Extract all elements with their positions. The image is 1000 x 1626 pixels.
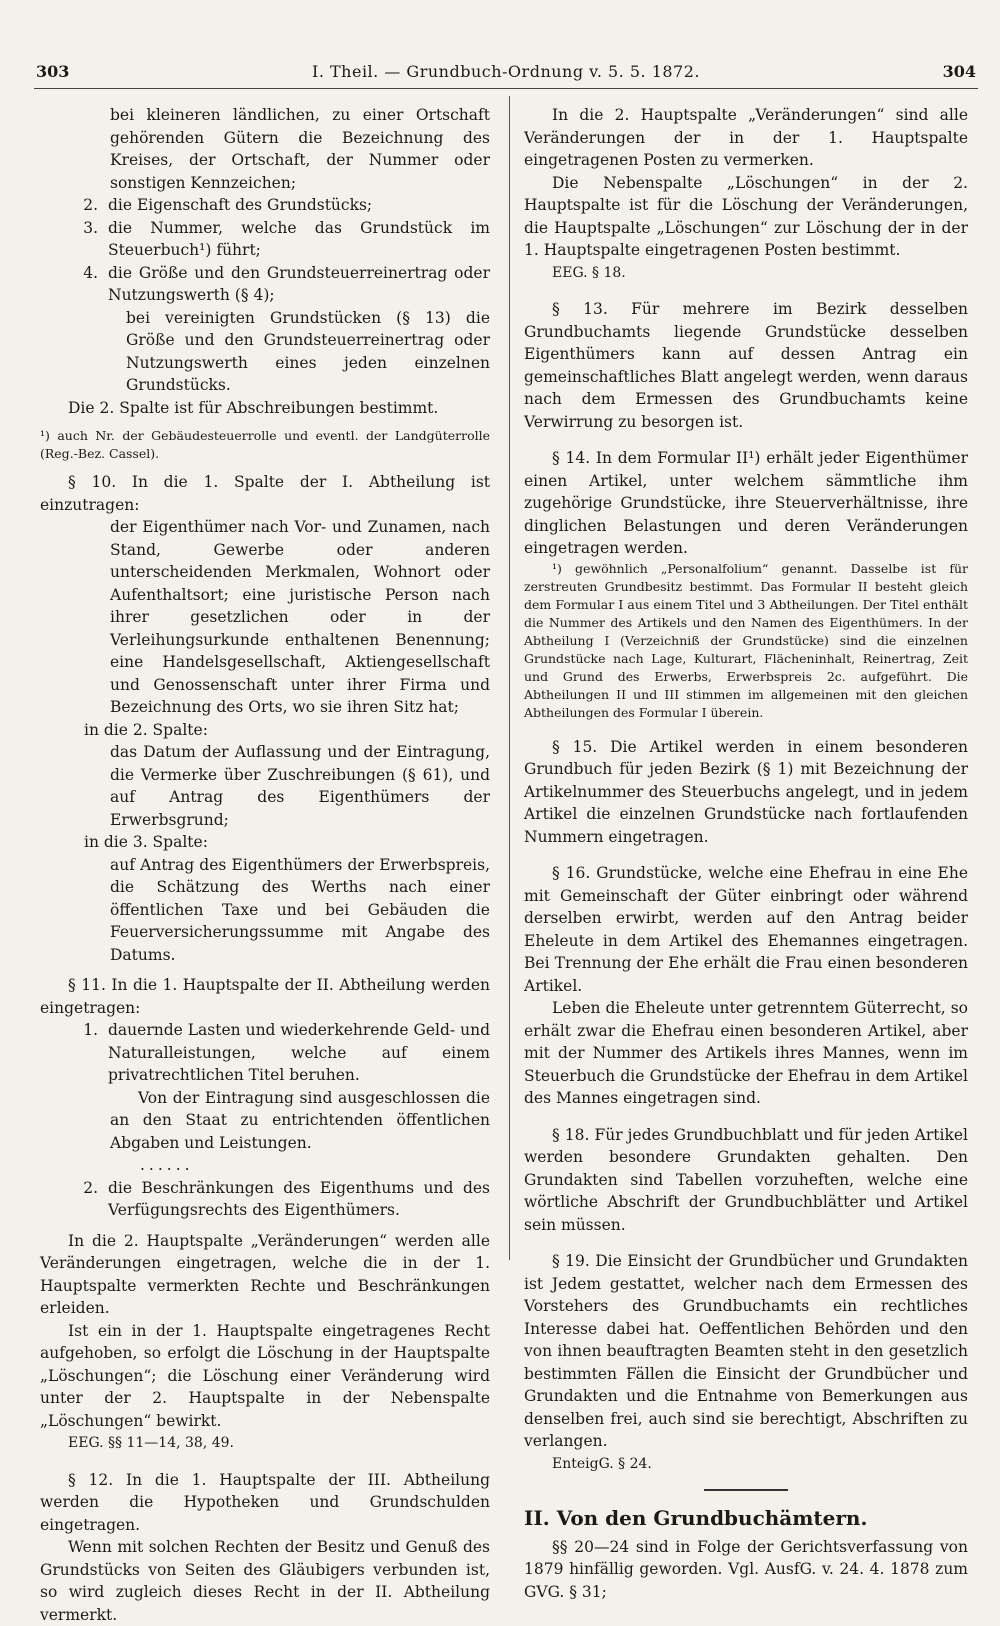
list-item-text: die Eigenschaft des Grundstücks; (108, 196, 373, 214)
paragraph: Die Nebenspalte „Löschungen“ in der 2. Hauptspalte ist für die Löschung der Veränderungen, die Hauptspalte „Löschungen“ zur Löschung der in der 1. Hauptspalte eingetragenen Posten bestimmt. (524, 173, 968, 259)
section-16: § 16. Grundstücke, welche eine Ehefrau in eine Ehe mit Gemeinschaft der Güter einbringt oder während derselben erwirbt, werden auf den Antrag beider Eheleute in dem Artikel des Ehemannes eingetragen. Bei Trennung der Ehe erhält die Frau einen besonderen Artikel. (524, 864, 968, 995)
section-14: § 14. In dem Formular II¹) erhält jeder Eigenthümer einen Artikel, unter welchem sämmtliche ihm zugehörige Grundstücke, ihre Steuerverhältnisse, ihre dinglichen Belastungen und deren Veränderungen eingetragen werden. (524, 449, 968, 557)
list-item-3 (40, 217, 490, 262)
list-item-number: 4. (83, 263, 98, 282)
list-item-text: die Größe und den Grundsteuerreinertrag oder Nutzungswerth (§ 4); (108, 263, 490, 304)
list-item-2 (40, 194, 490, 217)
list-item-1-continuation: bei kleineren ländlichen, zu einer Ortschaft gehörenden Gütern die Bezeichnung des Kreises, der Ortschaft, der Nummer oder sonstigen Kennzeichen; (110, 106, 490, 192)
paragraph: §§ 20—24 sind in Folge der Gerichtsverfassung von 1879 hinfällig geworden. Vgl. AusfG. v. 24. 4. 1878 zum GVG. § 31; (524, 1537, 968, 1601)
column-divider (509, 96, 510, 1260)
paragraph: Ist ein in der 1. Hauptspalte eingetragenes Recht aufgehoben, so erfolgt die Löschung in der Hauptspalte „Löschungen“; die Löschung einer Veränderung wird unter der 2. Hauptspalte in der Nebenspalte „Löschungen“ bewirkt. (40, 1321, 490, 1430)
section-divider (704, 1489, 788, 1491)
list-item-number: 2. (83, 196, 98, 214)
list-item-number: 3. (83, 218, 98, 237)
paragraph: Leben die Eheleute unter getrenntem Güterrecht, so erhält zwar die Ehefrau einen besonderen Artikel, aber mit der Nummer des Artikels ihres Mannes, wenn im Steuerbuch die Grundstücke der Ehefrau in dem Artikel des Mannes eingetragen sind. (524, 999, 968, 1107)
section-13: § 13. Für mehrere im Bezirk desselben Grundbuchamts liegende Grundstücke desselben Eigenthümers kann auf dessen Antrag ein gemeinschaftliches Blatt angelegt werden, wenn daraus nach dem Ermessen des Grundbuchamts keine Verwirrung zu besorgen ist. (524, 300, 968, 431)
section-10-subhead: in die 2. Spalte: (84, 720, 208, 739)
list-item-text: dauernde Lasten und wiederkehrende Geld- und Naturalleistungen, welche auf einem privatrechtlichen Titel beruhen. (108, 1021, 490, 1084)
citation: EEG. §§ 11—14, 38, 49. (68, 1435, 234, 1451)
running-header (36, 62, 976, 88)
section-10-subhead: in die 3. Spalte: (84, 833, 208, 851)
list-item-2 (40, 1177, 490, 1222)
running-title: I. Theil. — Grundbuch-Ordnung v. 5. 5. 1872. (312, 62, 700, 81)
paragraph: Die 2. Spalte ist für Abschreibungen bestimmt. (68, 398, 439, 417)
citation: EnteigG. § 24. (552, 1455, 652, 1472)
footnote: ¹) auch Nr. der Gebäudesteuerrolle und eventl. der Landgüterrolle (Reg.-Bez. Cassel). (40, 428, 490, 461)
section-11-heading: § 11. In die 1. Hauptspalte der II. Abtheilung werden eingetragen: (40, 976, 490, 1017)
left-column (40, 104, 490, 1626)
page-number-right: 304 (942, 62, 976, 81)
list-item-4-subtext: bei vereinigten Grundstücken (§ 13) die Größe und den Grundsteuerreinertrag oder Nutzungswerth eines jeden einzelnen Grundstücks. (126, 308, 490, 394)
section-18: § 18. Für jedes Grundbuchblatt und für jeden Artikel werden besondere Grundakten gehalten. Den Grundakten sind Tabellen vorzuheften, welche eine wörtliche Abschrift der Grundbuchblätter und Artikel sein müssen. (524, 1125, 968, 1234)
section-15: § 15. Die Artikel werden in einem besonderen Grundbuch für jeden Bezirk (§ 1) mit Bezeichnung der Artikelnummer des Steuerbuchs angelegt, und in jedem Artikel die einzelnen Grundstücke nach fortlaufenden Nummern eingetragen. (524, 737, 968, 846)
list-item-number: 2. (83, 1178, 98, 1197)
list-item-text: die Beschränkungen des Eigenthums und des Verfügungsrechts des Eigenthümers. (108, 1178, 490, 1219)
section-10-text: auf Antrag des Eigenthümers der Erwerbspreis, die Schätzung des Werths nach einer öffentlichen Taxe und bei Gebäuden die Feuerversicherungssumme mit Angabe des Datums. (110, 855, 490, 964)
page-number-left: 303 (36, 62, 70, 81)
list-item-4 (40, 262, 490, 307)
section-10-text: das Datum der Auflassung und der Eintragung, die Vermerke über Zuschreibungen (§ 61), und auf Antrag des Eigenthümers der Erwerbsgrund; (110, 743, 490, 829)
section-title: II. Von den Grundbuchämtern. (524, 1506, 868, 1530)
section-12-heading: § 12. In die 1. Hauptspalte der III. Abtheilung werden die Hypotheken und Grundschulden eingetragen. (40, 1470, 490, 1534)
paragraph: In die 2. Hauptspalte „Veränderungen“ sind alle Veränderungen der in der 1. Hauptspalte eingetragenen Posten zu vermerken. (524, 106, 968, 169)
list-item-1-subtext: Von der Eintragung sind ausgeschlossen die an den Staat zu entrichtenden öffentlichen Abgaben und Leistungen. (110, 1088, 490, 1152)
header-rule (34, 88, 978, 89)
paragraph: Wenn mit solchen Rechten der Besitz und Genuß des Grundstücks von Seiten des Gläubigers verbunden ist, so wird zugleich dieses Recht in der II. Abtheilung vermerkt. (40, 1538, 490, 1624)
list-item-number: 1. (83, 1021, 98, 1039)
footnote: ¹) gewöhnlich „Personalfolium“ genannt. Dasselbe ist für zerstreuten Grundbesitz bestimmt. Das Formular II besteht gleich dem Formular I aus einem Titel und 3 Abtheilungen. Der Titel enthält die Nummer des Artikels und den Namen des Eigenthümers. In der Abtheilung I (Verzeichniß der Grundstücke) sind die einzelnen Grundstücke nach Lage, Kulturart, Flächeninhalt, Reinertrag, Zeit und Grund des Erwerbs, Erwerbspreis 2c. aufgeführt. Die Abtheilungen II und III stimmen im allgemeinen mit den gleichen Abtheilungen des Formular I überein. (524, 560, 968, 720)
right-column (524, 104, 968, 1603)
citation: EEG. § 18. (552, 264, 626, 281)
section-10-text: der Eigenthümer nach Vor- und Zunamen, nach Stand, Gewerbe oder anderen unterscheidenden Merkmalen, Wohnort oder Aufenthaltsort; eine juristische Person nach ihrer gesetzlichen oder in der Verleihungsurkunde enthaltenen Benennung; eine Handelsgesellschaft, Aktiengesellschaft und Genossenschaft unter ihrer Firma und Bezeichnung des Orts, wo sie ihren Sitz hat; (110, 518, 490, 716)
list-item-text: die Nummer, welche das Grundstück im Steuerbuch¹) führt; (108, 218, 490, 259)
paragraph: In die 2. Hauptspalte „Veränderungen“ werden alle Veränderungen eingetragen, welche die in der 1. Hauptspalte vermerkten Rechte und Beschränkungen erleiden. (40, 1231, 490, 1317)
section-19: § 19. Die Einsicht der Grundbücher und Grundakten ist Jedem gestattet, welcher nach dem Ermessen des Vorstehers des Grundbuchamts ein rechtliches Interesse dabei hat. Oeffentlichen Behörden und den von ihnen beauftragten Beamten steht in den gesetzlich bestimmten Fällen die Einsicht der Grundbücher und Grundakten und die Entnahme von Bemerkungen aus denselben frei, auch sind sie berechtigt, Abschriften zu verlangen. (524, 1252, 968, 1450)
ellipsis: ...... (140, 1156, 194, 1174)
section-10-heading: § 10. In die 1. Spalte der I. Abtheilung ist einzutragen: (40, 473, 490, 514)
list-item-1 (40, 1019, 490, 1087)
